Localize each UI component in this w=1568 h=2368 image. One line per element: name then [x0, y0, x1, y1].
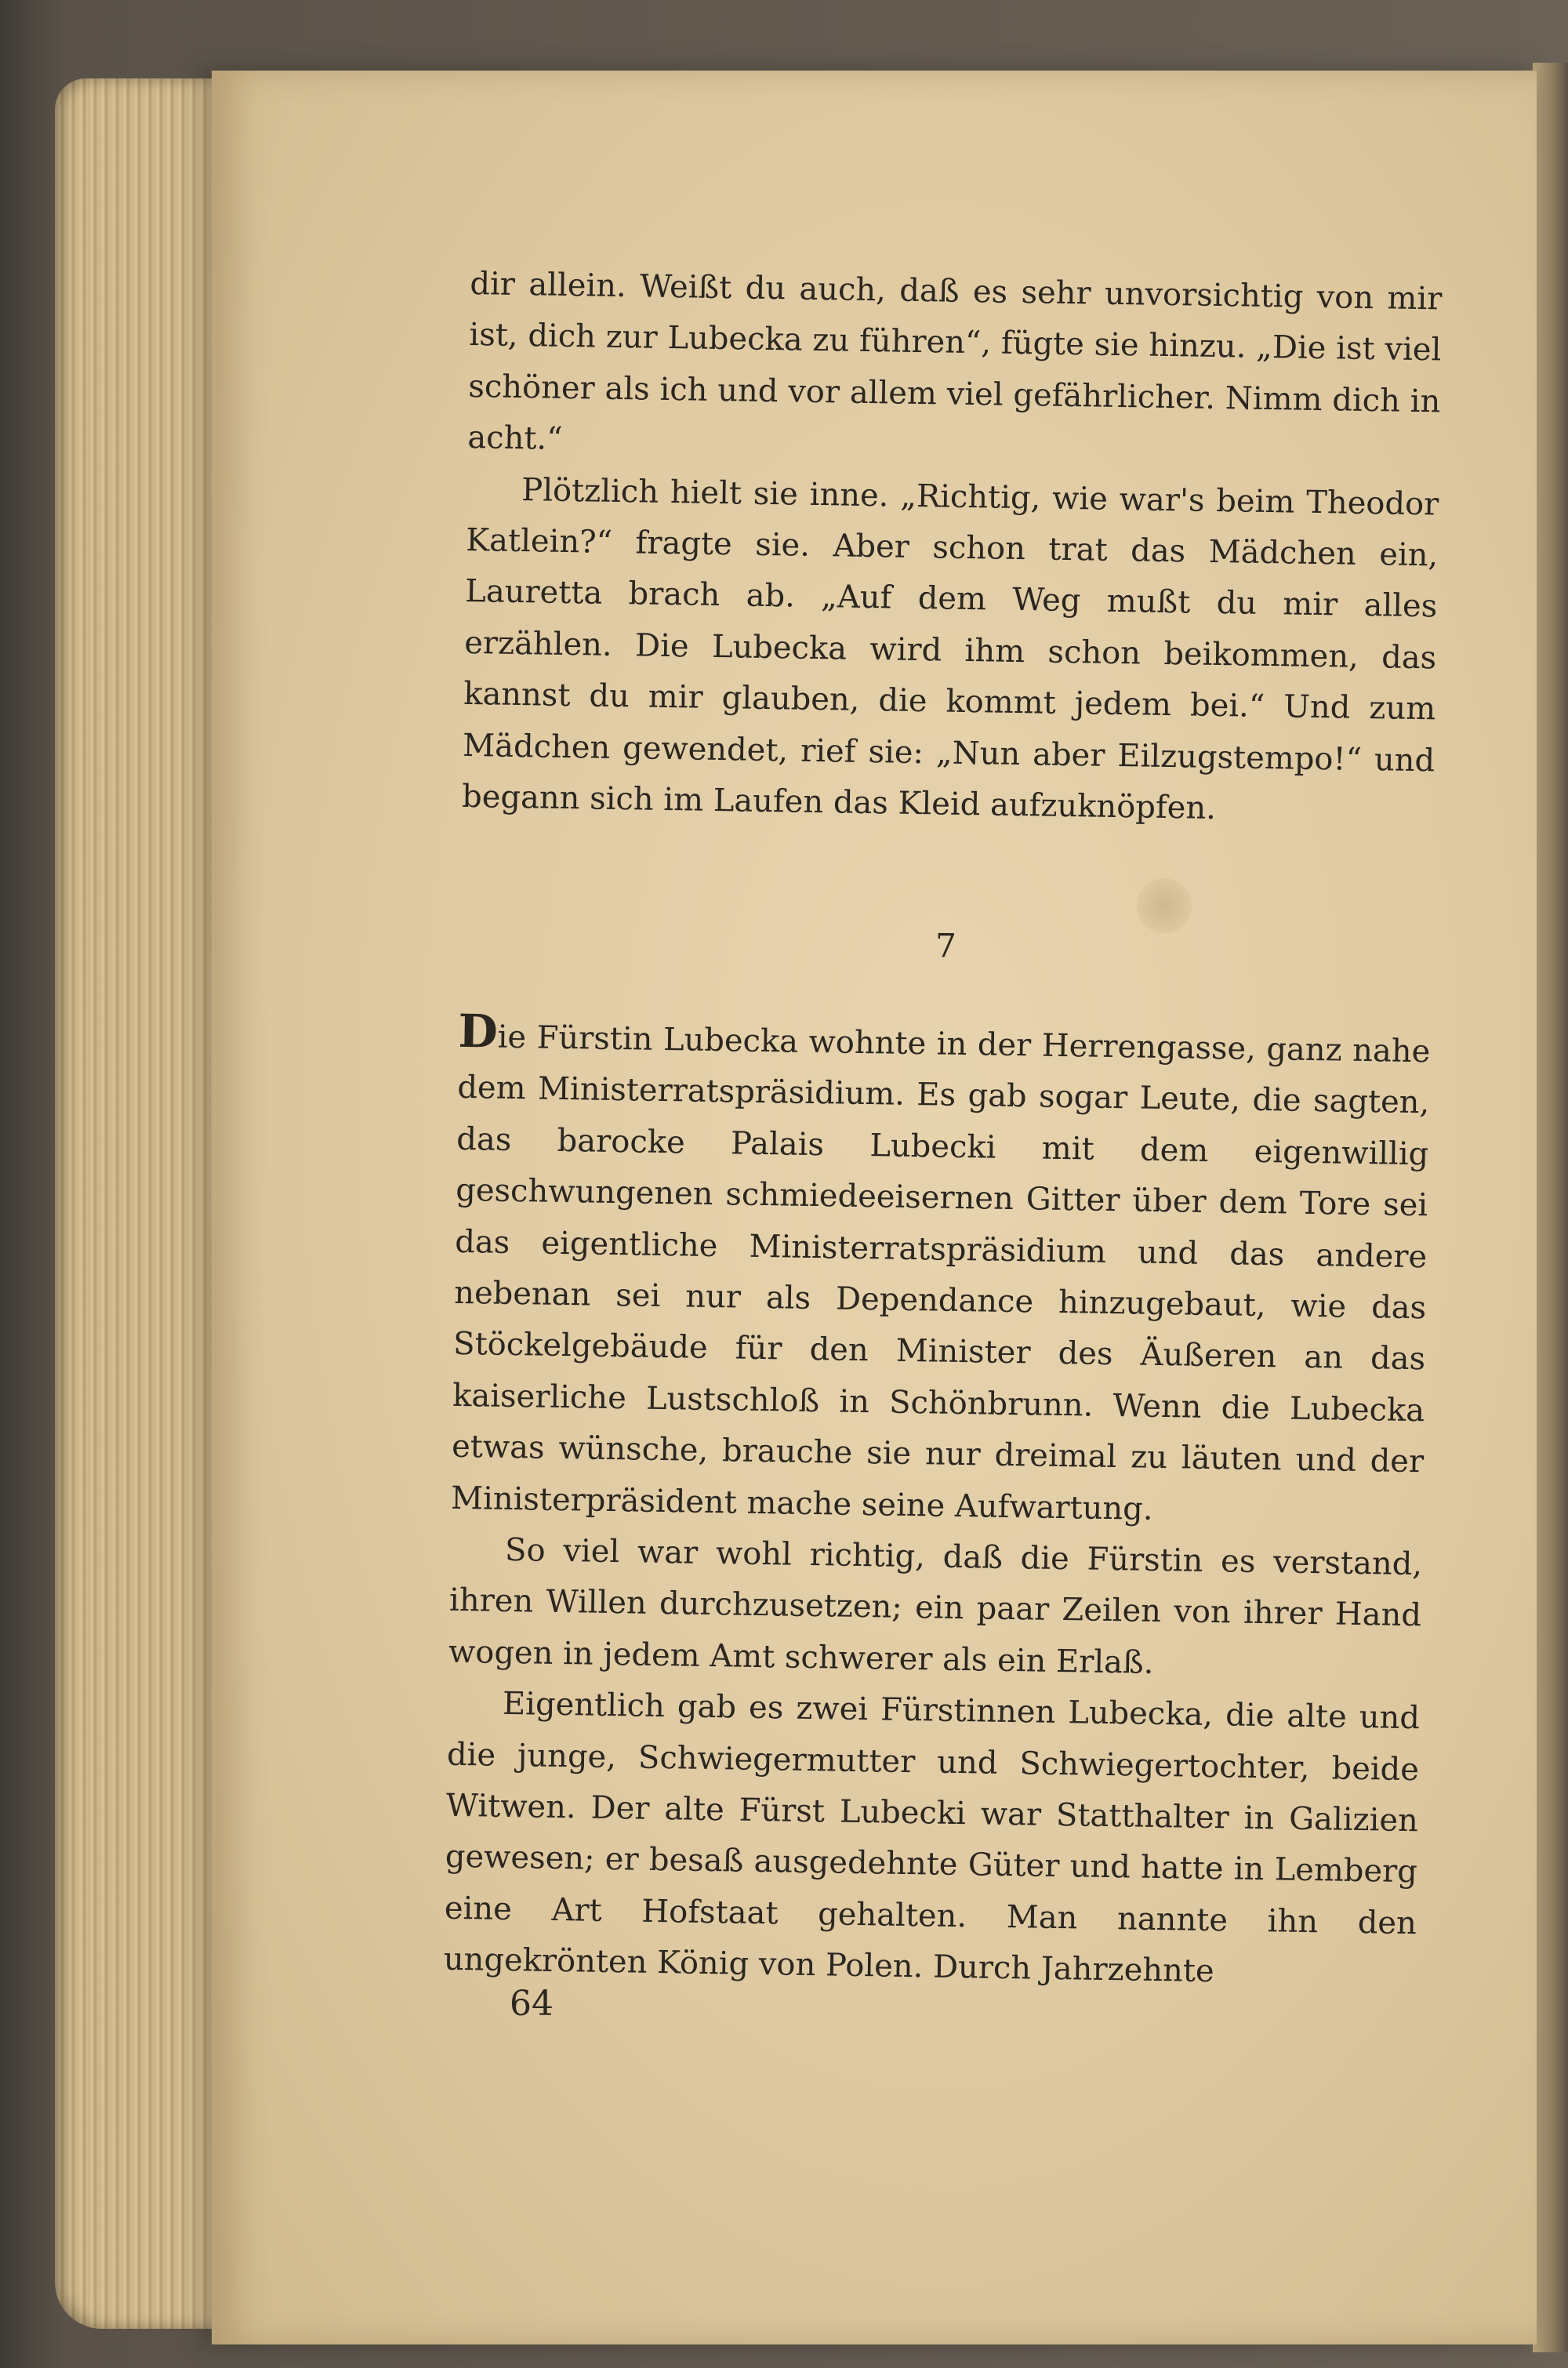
chapter-initial: D: [457, 1004, 499, 1059]
right-page-edge: [1533, 63, 1568, 2352]
paragraph-continued: dir allein. Weißt du auch, daß es sehr unvorsichtig von mir ist, dich zur Lubecka zu führen“, fügte sie hinzu. „Die ist viel schöner als ich und vor allem viel gefährlicher. Nimm dich in acht.“: [467, 265, 1443, 458]
paragraph: Plötzlich hielt sie inne. „Richtig, wie war's beim Theodor Katlein?“ fragte sie. Aber schon trat das Mädchen ein, Lauretta brach ab. „Auf dem Weg mußt du mir alles erzählen. Die Lubecka wird ihm schon beikommen, das kannst du mir glauben, die kommt jedem bei.“ Und zum Mädchen gewendet, rief sie: „Nun aber Eilzugstempo!“ und begann sich im Laufen das Kleid aufzuknöpfen.: [461, 471, 1439, 827]
chapter-number: 7: [935, 926, 957, 966]
page-number: 64: [510, 1984, 554, 2024]
chapter-first-paragraph: [450, 1004, 1431, 1539]
page-edges-stack: [55, 78, 235, 2329]
page-text-block: [443, 259, 1442, 2001]
chapter-first-paragraph-text: ie Fürstin Lubecka wohnte in der Herrengasse, ganz nahe dem Ministerratspräsidium. Es gab sogar Leute, die sagten, das barocke Palais Lubecki mit dem eigenwillig geschwungenen schmiedeeisernen Gitter über dem Tore sei das eigentliche Ministerratspräsidium und das andere nebenan sei nur als Dependance hinzugebaut, wie das Stöckelgebäude für den Minister des Äußeren an das kaiserliche Lustschloß in Schönbrunn. Wenn die Lubecka etwas wünsche, brauche sie nur dreimal zu läuten und der Ministerpräsident mache seine Aufwartung.: [450, 1019, 1431, 1527]
paragraph: Eigentlich gab es zwei Fürstinnen Lubecka, die alte und die junge, Schwiegermutter und Schwiegertochter, beide Witwen. Der alte Fürst Lubecki war Statthalter in Galizien gewesen; er besaß ausgedehnte Güter und hatte in Lemberg eine Art Hofstaat gehalten. Man nannte ihn den ungekrönten König von Polen. Durch Jahrzehnte: [443, 1686, 1421, 1990]
paragraph: So viel war wohl richtig, daß die Fürstin es verstand, ihren Willen durchzusetzen; ein paar Zeilen von ihrer Hand wogen in jedem Amt schwerer als ein Erlaß.: [448, 1531, 1423, 1681]
